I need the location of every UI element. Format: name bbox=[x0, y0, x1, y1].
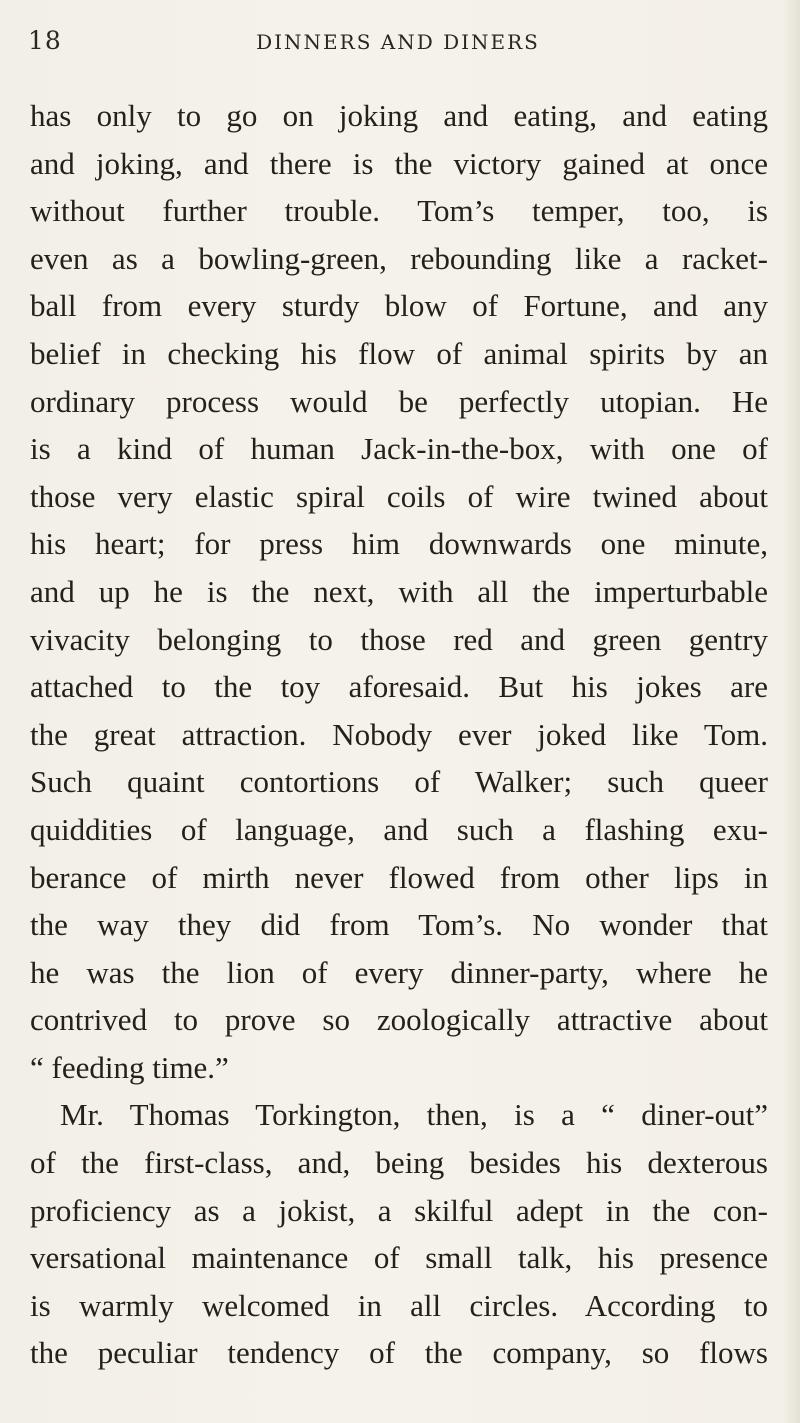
text-line: belief in checking his flow of animal spirits by an bbox=[30, 335, 768, 371]
text-line: even as a bowling-green, rebounding like a racket- bbox=[30, 240, 768, 276]
text-line: without further trouble. Tom’s temper, too, is bbox=[30, 193, 768, 229]
text-line: Such quaint contortions of Walker; such queer bbox=[30, 764, 768, 800]
text-line: and up he is the next, with all the imperturbable bbox=[30, 573, 768, 609]
running-title: DINNERS AND DINERS bbox=[256, 30, 540, 54]
text-line: is warmly welcomed in all circles. According to bbox=[30, 1287, 768, 1323]
text-line: versational maintenance of small talk, his presence bbox=[30, 1240, 768, 1276]
text-line: attached to the toy aforesaid. But his jokes are bbox=[30, 669, 768, 705]
text-line: the great attraction. Nobody ever joked like Tom. bbox=[30, 716, 768, 752]
text-line: ordinary process would be perfectly utopian. He bbox=[30, 383, 768, 419]
text-line: contrived to prove so zoologically attractive about bbox=[30, 1002, 768, 1038]
text-line: of the first-class, and, being besides his dexterous bbox=[30, 1145, 768, 1181]
text-line: he was the lion of every dinner-party, where he bbox=[30, 954, 768, 990]
text-line: quiddities of language, and such a flashing exu- bbox=[30, 811, 768, 847]
text-line: berance of mirth never flowed from other lips in bbox=[30, 859, 768, 895]
text-line: his heart; for press him downwards one minute, bbox=[30, 526, 768, 562]
text-line: those very elastic spiral coils of wire twined about bbox=[30, 478, 768, 514]
text-line-paragraph-end: “ feeding time.” bbox=[30, 1049, 229, 1085]
text-line: proficiency as a jokist, a skilful adept in the con- bbox=[30, 1192, 768, 1228]
body-text bbox=[30, 92, 768, 1377]
text-line: the way they did from Tom’s. No wonder that bbox=[30, 907, 768, 943]
running-head bbox=[28, 26, 768, 62]
text-line-paragraph-start: Mr. Thomas Torkington, then, is a “ diner-out” bbox=[60, 1097, 768, 1133]
text-line: vivacity belonging to those red and green gentry bbox=[30, 621, 768, 657]
text-line: and joking, and there is the victory gained at once bbox=[30, 145, 768, 181]
page-number: 18 bbox=[28, 26, 62, 55]
text-line: the peculiar tendency of the company, so flows bbox=[30, 1335, 768, 1371]
text-line: is a kind of human Jack-in-the-box, with one of bbox=[30, 431, 768, 467]
text-line: has only to go on joking and eating, and eating bbox=[30, 98, 768, 133]
text-line: ball from every sturdy blow of Fortune, and any bbox=[30, 288, 768, 324]
